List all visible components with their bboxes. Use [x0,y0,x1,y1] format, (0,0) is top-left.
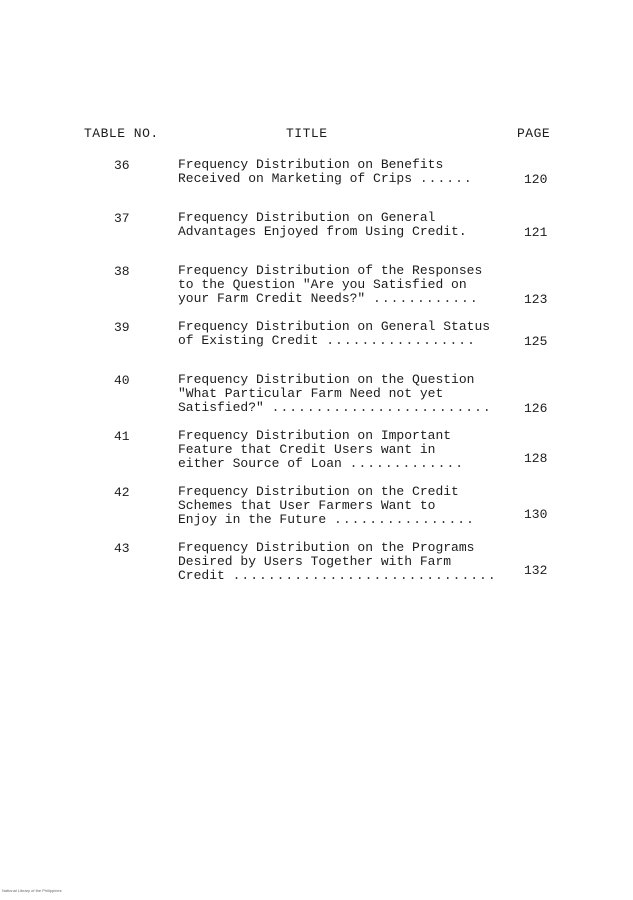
table-title [178,485,523,527]
table-number: 40 [114,373,130,388]
title-line: Frequency Distribution on the Credit [178,484,459,499]
table-number: 37 [114,211,130,226]
table-title [178,158,523,186]
title-line: of Existing Credit ................. [178,333,476,348]
page-number: 125 [524,334,548,349]
title-line: Frequency Distribution on Benefits [178,157,444,172]
title-line: Satisfied?" ......................... [178,400,492,415]
title-line: Desired by Users Together with Farm [178,554,452,569]
table-list [0,158,633,597]
list-item [0,373,633,429]
footer-stamp: National Library of the Philippines [2,888,62,893]
table-number: 39 [114,320,130,335]
title-line: Frequency Distribution on General [178,210,436,225]
list-item [0,264,633,320]
title-line: "What Particular Farm Need not yet [178,386,444,401]
table-number: 36 [114,158,130,173]
page-number: 121 [524,225,548,240]
title-line: Frequency Distribution on Important [178,428,452,443]
table-title [178,429,523,471]
leader-dots: ............. [349,456,465,471]
title-line: Received on Marketing of Crips ...... [178,171,473,186]
table-of-contents-header [0,126,633,146]
table-title [178,264,523,306]
title-line: to the Question "Are you Satisfied on [178,277,467,292]
page-number: 123 [524,292,548,307]
page-number: 126 [524,401,548,416]
title-line: Frequency Distribution on the Question [178,372,475,387]
title-line: your Farm Credit Needs?" ............ [178,291,479,306]
leader-dots: .............................. [232,568,497,583]
title-column-heading: TITLE [286,126,328,141]
leader-dots: ...... [419,171,473,186]
table-number-column-heading: TABLE NO. [84,126,159,141]
title-line: Schemes that User Farmers Want to [178,498,436,513]
leader-dots: ................ [334,512,475,527]
title-line: Feature that Credit Users want in [178,442,436,457]
list-item [0,485,633,541]
leader-dots: ................. [326,333,476,348]
page-number: 132 [524,563,548,578]
title-line: Advantages Enjoyed from Using Credit. [178,224,467,239]
table-number: 43 [114,541,130,556]
list-item [0,429,633,485]
page-number: 128 [524,451,548,466]
table-number: 42 [114,485,130,500]
leader-dots: ............ [373,291,479,306]
list-item [0,541,633,597]
leader-dots: ......................... [271,400,492,415]
table-title [178,211,523,239]
page-column-heading: PAGE [517,126,551,141]
title-line: Frequency Distribution of the Responses [178,263,483,278]
title-line: Enjoy in the Future ................ [178,512,475,527]
list-item [0,320,633,373]
table-title [178,320,523,348]
title-line: either Source of Loan ............. [178,456,465,471]
table-title [178,541,523,583]
title-line: Frequency Distribution on the Programs [178,540,475,555]
table-number: 38 [114,264,130,279]
list-item [0,211,633,264]
table-number: 41 [114,429,130,444]
title-line: Frequency Distribution on General Status [178,319,491,334]
page-number: 130 [524,507,548,522]
table-title [178,373,523,415]
page-number: 120 [524,172,548,187]
list-item [0,158,633,211]
title-line: Credit .............................. [178,568,497,583]
